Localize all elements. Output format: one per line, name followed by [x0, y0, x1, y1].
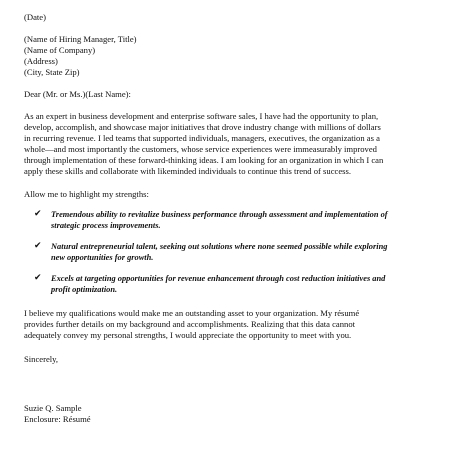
strength-line: Natural entrepreneurial talent, seeking out solutions where none seemed possible while exploring: [51, 242, 388, 251]
recipient-name-title: (Name of Hiring Manager, Title): [24, 34, 137, 44]
strength-line: profit optimization.: [51, 285, 118, 294]
check-icon: ✔: [34, 273, 42, 283]
recipient-street: (Address): [24, 56, 58, 66]
closing-line: adequately convey my personal strengths, I would appreciate the opportunity to meet with you.: [24, 330, 352, 340]
sign-off-text: Sincerely,: [24, 354, 59, 364]
strengths-intro-text: Allow me to highlight my strengths:: [24, 189, 149, 199]
signature-block: [24, 403, 428, 425]
strength-line: new opportunities for growth.: [51, 253, 154, 262]
check-icon: ✔: [34, 209, 42, 219]
salutation-text: Dear (Mr. or Ms.)(Last Name):: [24, 89, 131, 99]
intro-paragraph: [24, 111, 428, 177]
closing-line: I believe my qualifications would make me an outstanding asset to your organization. My résumé: [24, 308, 360, 318]
letter-date: [24, 12, 428, 23]
strength-line: strategic process improvements.: [51, 221, 161, 230]
closing-paragraph: [24, 308, 428, 341]
recipient-city-state-zip: (City, State Zip): [24, 67, 80, 77]
strength-line: Excels at targeting opportunities for revenue enhancement through cost reduction initiatives and: [51, 274, 386, 283]
strength-item: [24, 241, 428, 263]
intro-line: As an expert in business development and enterprise software sales, I have had the opportunity to plan,: [24, 111, 379, 121]
closing-line: provides further details on my background and accomplishments. Realizing that this data cannot: [24, 319, 356, 329]
sign-off: [24, 354, 428, 365]
salutation: [24, 89, 428, 100]
intro-line: develop, accomplish, and showcase major initiatives that drove industry change with millions of dollars: [24, 122, 381, 132]
enclosure-note: Enclosure: Résumé: [24, 414, 91, 424]
strengths-intro: [24, 189, 428, 200]
intro-line: through implementation of these forward-thinking ideas. I am looking for an organization in which I can: [24, 155, 384, 165]
strength-item: [24, 273, 428, 295]
recipient-company: (Name of Company): [24, 45, 96, 55]
strength-line: Tremendous ability to revitalize business performance through assessment and implementation of: [51, 210, 388, 219]
cover-letter-page: [24, 0, 428, 425]
recipient-address: [24, 34, 428, 78]
check-icon: ✔: [34, 241, 42, 251]
intro-line: in recurring revenue. I led teams that supported individuals, managers, executives, the organization as a: [24, 133, 380, 143]
intro-line: whole—and most importantly the customers, whose service experiences were immeasurably improved: [24, 144, 377, 154]
strengths-list: [24, 209, 428, 295]
date-text: (Date): [24, 12, 46, 22]
strength-item: [24, 209, 428, 231]
intro-line: apply these skills and collaborate with likeminded individuals to continue this trend of success.: [24, 166, 351, 176]
signer-name: Suzie Q. Sample: [24, 403, 82, 413]
